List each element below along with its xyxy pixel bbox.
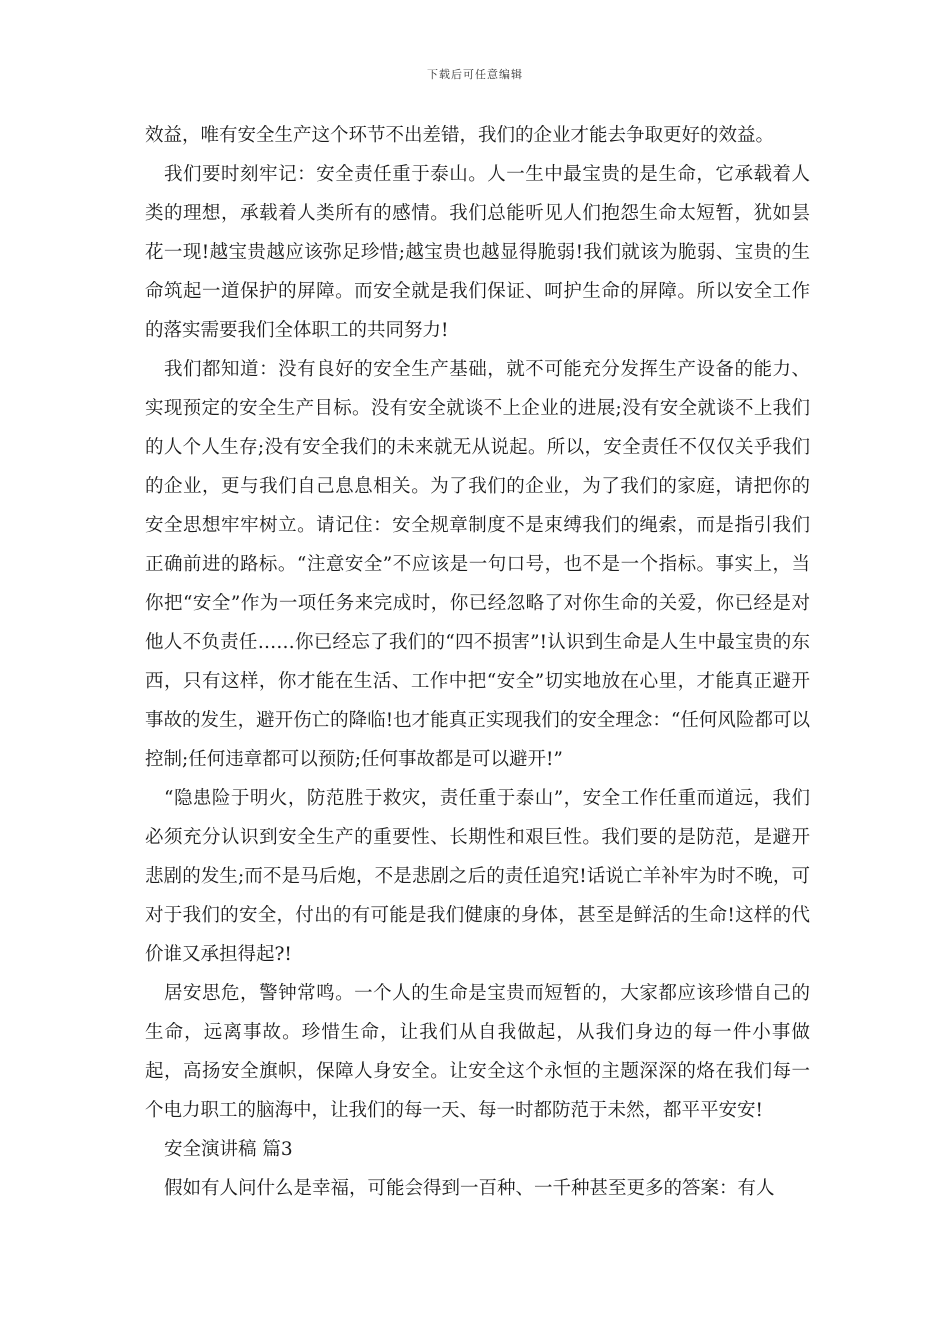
document-body bbox=[145, 116, 810, 1208]
paragraph: 假如有人问什么是幸福，可能会得到一百种、一千种甚至更多的答案：有人 bbox=[164, 1178, 775, 1199]
paragraph: 我们要时刻牢记：安全责任重于泰山。人一生中最宝贵的是生命，它承载着人类的理想，承载着人类所有的感情。我们总能听见人们抱怨生命太短暂，犹如昙花一现!越宝贵越应该弥足珍惜;越宝贵也越显得脆弱!我们就该为脆弱、宝贵的生命筑起一道保护的屏障。而安全就是我们保证、呵护生命的屏障。所以安全工作的落实需要我们全体职工的共同努力! bbox=[145, 164, 810, 341]
page-header-note: 下载后可任意编辑 bbox=[427, 68, 523, 81]
paragraph-continuation: 效益，唯有安全生产这个环节不出差错，我们的企业才能去争取更好的效益。 bbox=[145, 125, 775, 146]
paragraph: 居安思危，警钟常鸣。一个人的生命是宝贵而短暂的，大家都应该珍惜自己的生命，远离事故。珍惜生命，让我们从自我做起，从我们身边的每一件小事做起，高扬安全旗帜，保障人身安全。让安全这个永恒的主题深深的烙在我们每一个电力职工的脑海中，让我们的每一天、每一时都防范于未然，都平平安安! bbox=[145, 983, 810, 1121]
paragraph: “隐患险于明火，防范胜于救灾，责任重于泰山”，安全工作任重而道远，我们必须充分认识到安全生产的重要性、长期性和艰巨性。我们要的是防范，是避开悲剧的发生;而不是马后炮，不是悲剧之后的责任追究!话说亡羊补牢为时不晚，可对于我们的安全，付出的有可能是我们健康的身体，甚至是鲜活的生命!这样的代价谁又承担得起?! bbox=[145, 788, 810, 965]
paragraph: 我们都知道：没有良好的安全生产基础，就不可能充分发挥生产设备的能力、实现预定的安全生产目标。没有安全就谈不上企业的进展;没有安全就谈不上我们的人个人生存;没有安全我们的未来就无从说起。所以，安全责任不仅仅关乎我们的企业，更与我们自己息息相关。为了我们的企业，为了我们的家庭，请把你的安全思想牢牢树立。请记住：安全规章制度不是束缚我们的绳索，而是指引我们正确前进的路标。“注意安全”不应该是一句口号，也不是一个指标。事实上，当你把“安全”作为一项任务来完成时，你已经忽略了对你生命的关爱，你已经是对他人不负责任……你已经忘了我们的“四不损害”!认识到生命是人生中最宝贵的东西，只有这样，你才能在生活、工作中把“安全”切实地放在心里，才能真正避开事故的发生，避开伤亡的降临!也才能真正实现我们的安全理念：“任何风险都可以控制;任何违章都可以预防;任何事故都是可以避开!” bbox=[145, 359, 810, 770]
section-heading: 安全演讲稿 篇3 bbox=[164, 1139, 293, 1160]
